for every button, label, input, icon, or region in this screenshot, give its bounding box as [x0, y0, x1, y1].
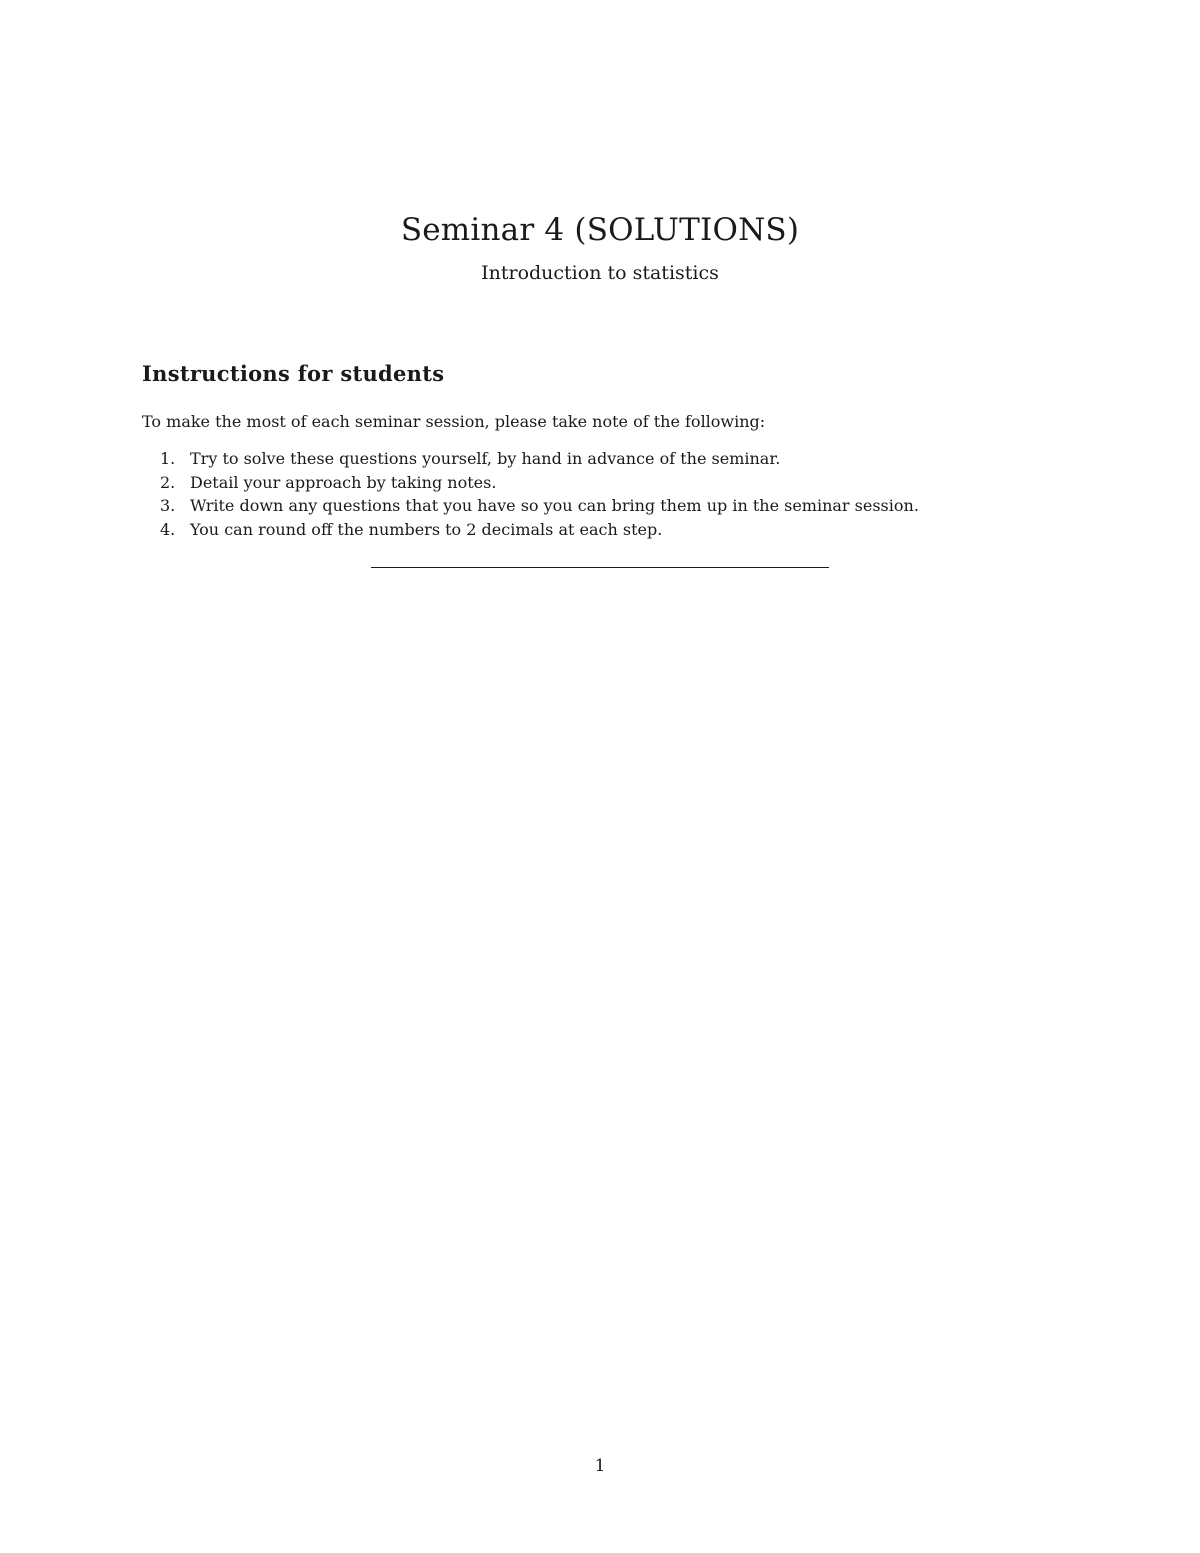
intro-paragraph: To make the most of each seminar session, please take note of the following:	[142, 412, 766, 431]
list-item-number: 1.	[160, 449, 176, 468]
document-subtitle: Introduction to statistics	[481, 262, 719, 284]
horizontal-rule	[371, 567, 829, 568]
list-item-text: Write down any questions that you have so you can bring them up in the seminar session.	[190, 496, 919, 515]
list-item-number: 4.	[160, 519, 176, 539]
list-item-text: Detail your approach by taking notes.	[190, 472, 497, 492]
list-item-number: 3.	[160, 496, 176, 515]
document-title: Seminar 4 (SOLUTIONS)	[400, 212, 800, 248]
list-item	[160, 471, 919, 495]
list-item	[160, 447, 919, 471]
list-item	[160, 518, 919, 542]
list-item-text: You can round off the numbers to 2 decimals at each step.	[190, 519, 663, 539]
list-item-number: 2.	[160, 472, 176, 492]
instructions-list	[160, 447, 919, 541]
list-item-text: Try to solve these questions yourself, by hand in advance of the seminar.	[190, 449, 781, 468]
page-number: 1	[594, 1456, 606, 1476]
section-heading: Instructions for students	[142, 361, 445, 386]
list-item	[160, 494, 919, 518]
